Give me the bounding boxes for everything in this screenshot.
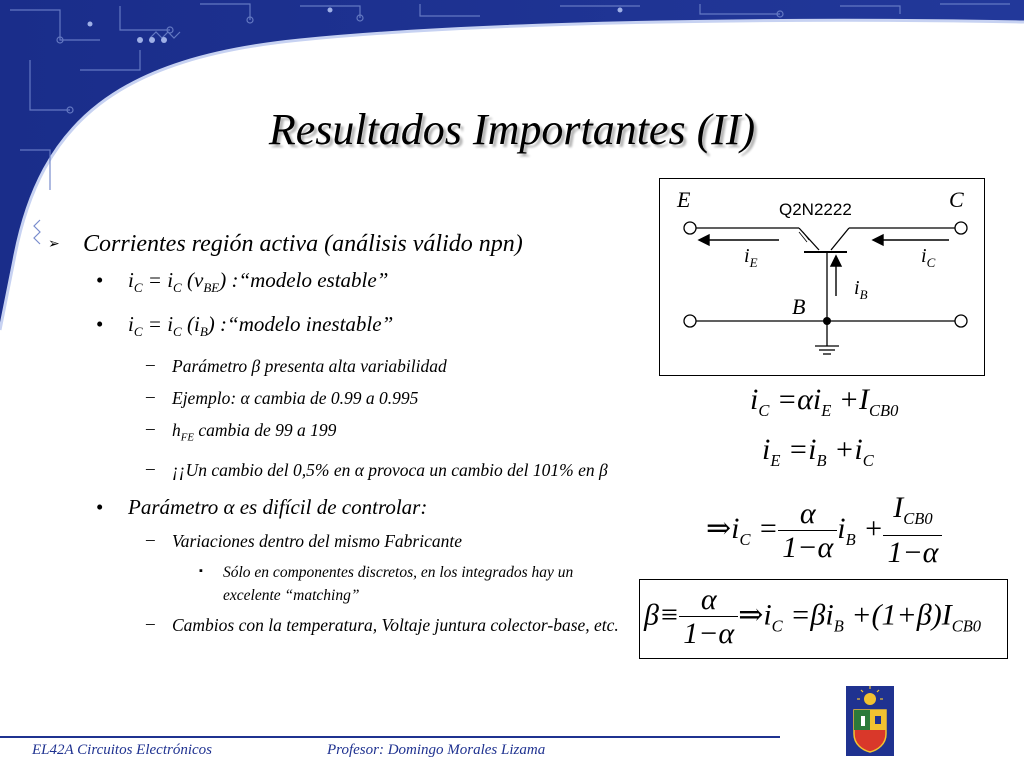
footer-professor: Profesor: Domingo Morales Lizama xyxy=(327,742,546,758)
bullet-modelo-estable xyxy=(44,266,634,302)
dash-bullet-icon: – xyxy=(146,418,155,439)
dash-bullet-icon: – xyxy=(146,354,155,375)
collector-terminal xyxy=(955,222,967,234)
bullet-text: Cambios con la temperatura, Voltaje juntura colector-base, etc. xyxy=(172,614,619,635)
collector-label: C xyxy=(949,187,964,212)
bullet-variaciones xyxy=(44,529,634,554)
bullet-hfe xyxy=(44,418,634,451)
dot-bullet-icon: • xyxy=(96,268,104,292)
square-bullet-icon: ▪ xyxy=(199,564,203,577)
bullet-text: :“modelo inestable” xyxy=(220,312,394,337)
bullet-list xyxy=(44,228,634,645)
equation-ic-alpha: $i_C =\alpha i_E +I_{CB0}$ xyxy=(750,383,899,420)
bullet-text: Parámetro α es difícil de controlar: xyxy=(128,494,428,519)
bullet-text: Corrientes región activa (análisis válido npn) xyxy=(83,231,523,257)
slide-title: Resultados Importantes (II) xyxy=(268,105,756,154)
footer-divider xyxy=(0,736,780,738)
equation-text: $i_C = i_C$ $(i_B)$ xyxy=(128,312,221,340)
dash-bullet-icon: – xyxy=(146,457,155,478)
base-label: B xyxy=(792,294,806,319)
equation-beta: β≡ $\frac{\alpha}{1-\alpha}$ $\Rightarrow i_C =\beta i_B +(1+\beta)I_{CB0}$ xyxy=(644,583,982,650)
equation-text: $i_C = i_C$ $(v_{BE})$ xyxy=(128,268,232,296)
ie-label: $i_E$ xyxy=(744,245,758,270)
bullet-ejemplo xyxy=(44,386,634,411)
dot-bullet-icon: • xyxy=(96,312,104,337)
emitter-terminal xyxy=(684,222,696,234)
equation-ie-sum: $i_E =i_B +i_C$ xyxy=(762,433,874,470)
bullet-param-beta xyxy=(44,354,634,379)
left-base-terminal xyxy=(684,315,696,327)
bullet-modelo-inestable xyxy=(44,310,634,346)
bullet-text: ¡¡Un cambio del 0,5% en α provoca un cambio del 101% en β xyxy=(172,459,608,480)
bullet-corrientes xyxy=(44,228,634,260)
bullet-cambios-temp xyxy=(44,613,634,638)
dash-bullet-icon: – xyxy=(146,528,155,549)
bullet-param-alpha xyxy=(44,493,634,521)
bullet-text: :“modelo estable” xyxy=(231,268,389,292)
bullet-solo xyxy=(44,561,634,607)
university-crest-logo xyxy=(846,686,894,756)
footer-course: EL42A Circuitos Electrónicos xyxy=(32,742,212,758)
base-node-dot xyxy=(823,317,831,325)
equation-ic-fraction: $\Rightarrow i_C$ = $\frac{\alpha}{1-\alpha}$ $i_B$ + $\frac{I_{CB0}}{1-\alpha}$ xyxy=(706,492,942,570)
ib-label: $i_B$ xyxy=(854,277,868,302)
dot-bullet-icon: • xyxy=(96,494,104,519)
transistor-circuit-diagram xyxy=(659,178,985,376)
dash-bullet-icon: – xyxy=(146,386,155,407)
right-base-terminal xyxy=(955,315,967,327)
bullet-text: Ejemplo: α cambia de 0.99 a 0.995 xyxy=(172,388,419,409)
bullet-cambio xyxy=(44,458,634,483)
bullet-text: Parámetro β presenta alta variabilidad xyxy=(172,356,447,377)
beta-definition-box xyxy=(639,579,1008,659)
bullet-text: $h_{FE}$ cambia de 99 a 199 xyxy=(172,420,337,444)
arrow-bullet-icon: ➢ xyxy=(48,237,60,252)
dash-bullet-icon: – xyxy=(146,612,155,633)
bullet-text: Sólo en componentes discretos, en los integrados hay un excelente “matching” xyxy=(223,563,574,604)
ic-label: $i_C$ xyxy=(921,245,936,270)
bullet-text: Variaciones dentro del mismo Fabricante xyxy=(172,530,463,551)
emitter-label: E xyxy=(677,187,691,212)
transistor-model-label: Q2N2222 xyxy=(779,200,852,219)
